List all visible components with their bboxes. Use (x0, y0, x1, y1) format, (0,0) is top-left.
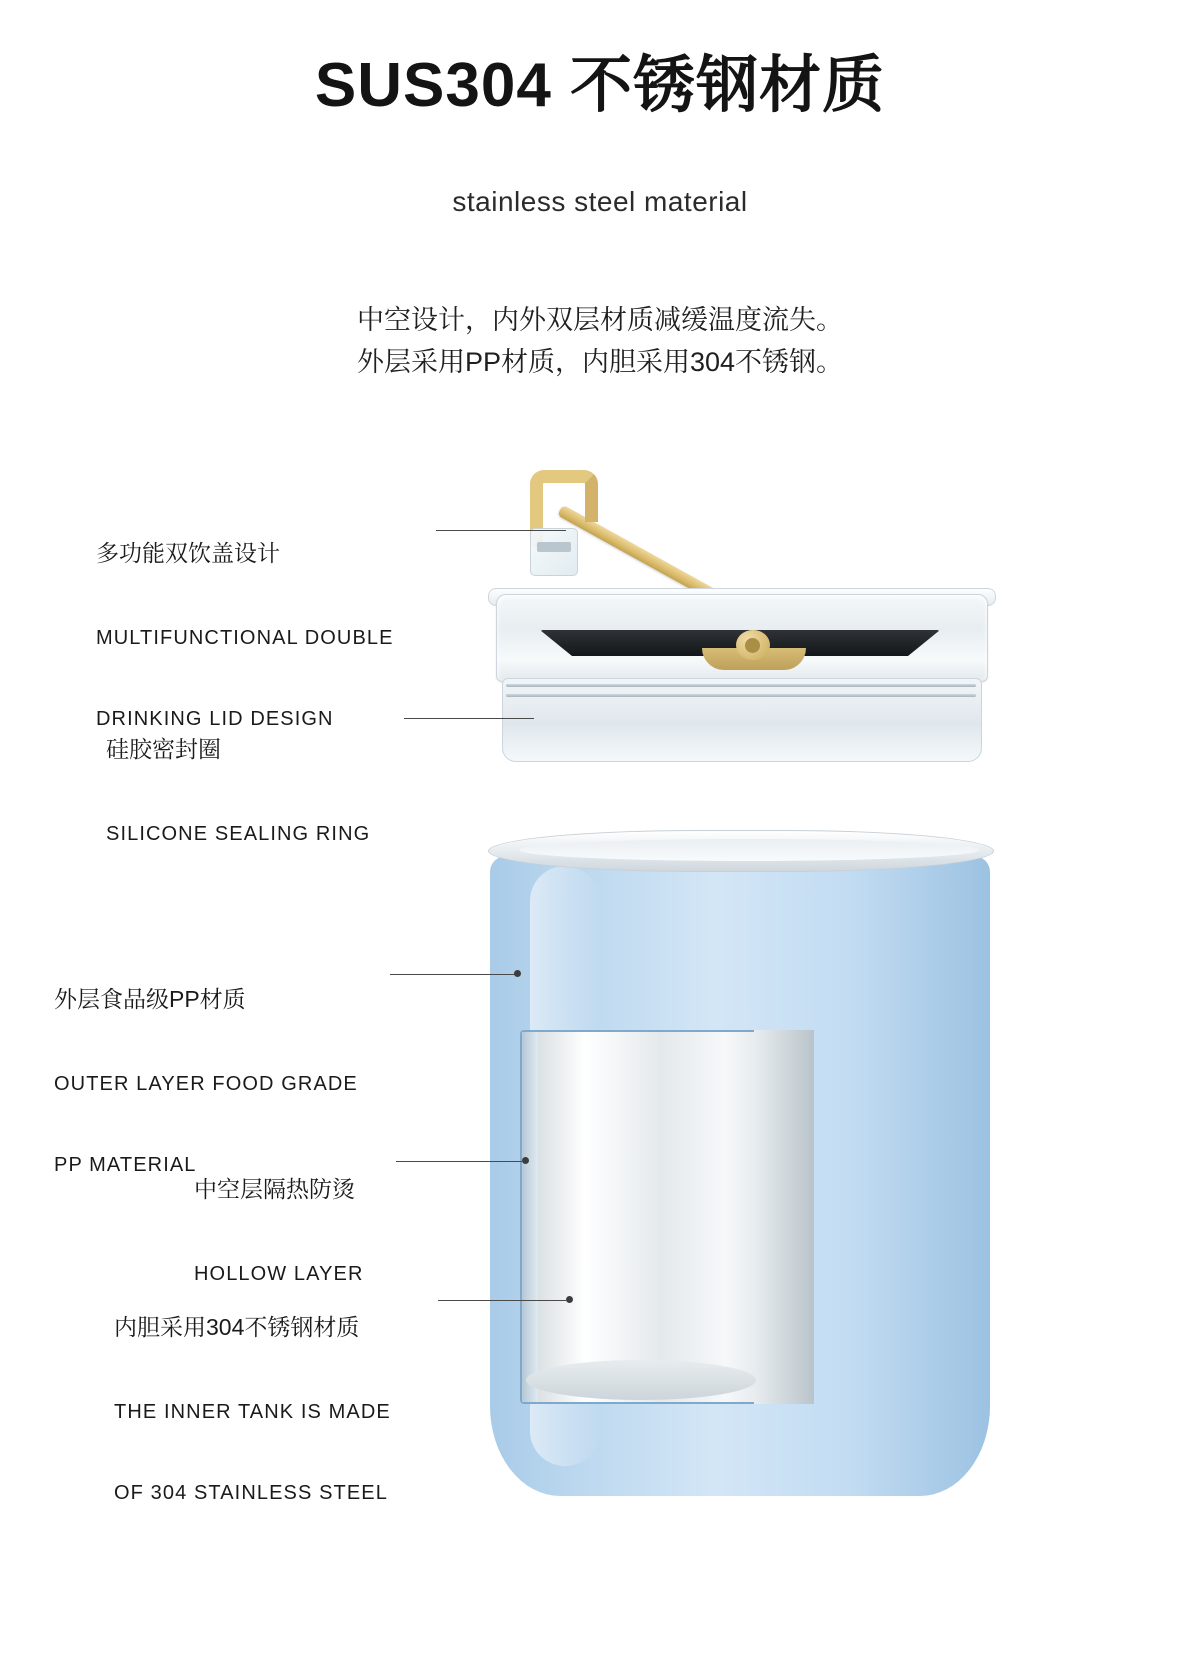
silicone-sealing-ring-lower (506, 694, 976, 697)
callout-outer-en-2: PP MATERIAL (54, 1154, 197, 1177)
cup-steel-rim (488, 830, 994, 872)
page-title: SUS304 不锈钢材质 (314, 51, 886, 120)
inner-tank-base (526, 1360, 756, 1400)
callout-outer-cn: 外层食品级PP材质 (54, 986, 246, 1012)
callout-hollow-cn: 中空层隔热防烫 (194, 1176, 355, 1202)
lid-illustration (480, 460, 1000, 790)
callout-lid-cn: 多功能双饮盖设计 (96, 540, 280, 566)
leader-line-hollow (396, 1161, 522, 1162)
callout-lid-en-2: DRINKING LID DESIGN (96, 708, 334, 731)
leader-line-outer (390, 974, 518, 975)
silicone-sealing-ring-upper (506, 684, 976, 687)
cup-cutaway-section (520, 1030, 814, 1404)
leader-line-seal (404, 718, 534, 719)
hollow-layer-gap (522, 1032, 538, 1402)
callout-inner-label (114, 1258, 391, 1534)
page-subtitle: stainless steel material (452, 186, 748, 217)
callout-lid-en-1: MULTIFUNCTIONAL DOUBLE (96, 627, 394, 650)
callout-seal-cn: 硅胶密封圈 (106, 736, 221, 762)
description-line-1: 中空设计，内外双层材质减缓温度流失。 (357, 305, 843, 335)
callout-inner-cn: 内胆采用304不锈钢材质 (114, 1314, 360, 1340)
inner-tank-wall (754, 1030, 814, 1404)
lid-gold-pivot (736, 630, 770, 660)
description-line-2: 外层采用PP材质，内胆采用304不锈钢。 (356, 346, 844, 377)
callout-inner-en-1: THE INNER TANK IS MADE (114, 1401, 391, 1424)
page-description (0, 300, 1200, 384)
callout-outer-en-1: OUTER LAYER FOOD GRADE (54, 1073, 358, 1096)
callout-inner-en-2: OF 304 STAINLESS STEEL (114, 1482, 388, 1505)
cup-illustration (480, 830, 1000, 1530)
leader-dot-outer (514, 970, 521, 977)
callout-hollow-en-1: HOLLOW LAYER (194, 1263, 364, 1286)
callout-seal-label (106, 680, 370, 875)
lid-skirt (502, 678, 982, 762)
lid-gold-hook-icon (530, 470, 598, 522)
cup-rim-inner (519, 839, 979, 861)
leader-dot-inner (566, 1296, 573, 1303)
leader-line-inner (438, 1300, 566, 1301)
lid-latch-slot (537, 542, 571, 552)
leader-line-lid (436, 530, 566, 531)
lid-clear-latch (530, 528, 578, 576)
callout-seal-en-1: SILICONE SEALING RING (106, 823, 371, 846)
leader-dot-hollow (522, 1157, 529, 1164)
